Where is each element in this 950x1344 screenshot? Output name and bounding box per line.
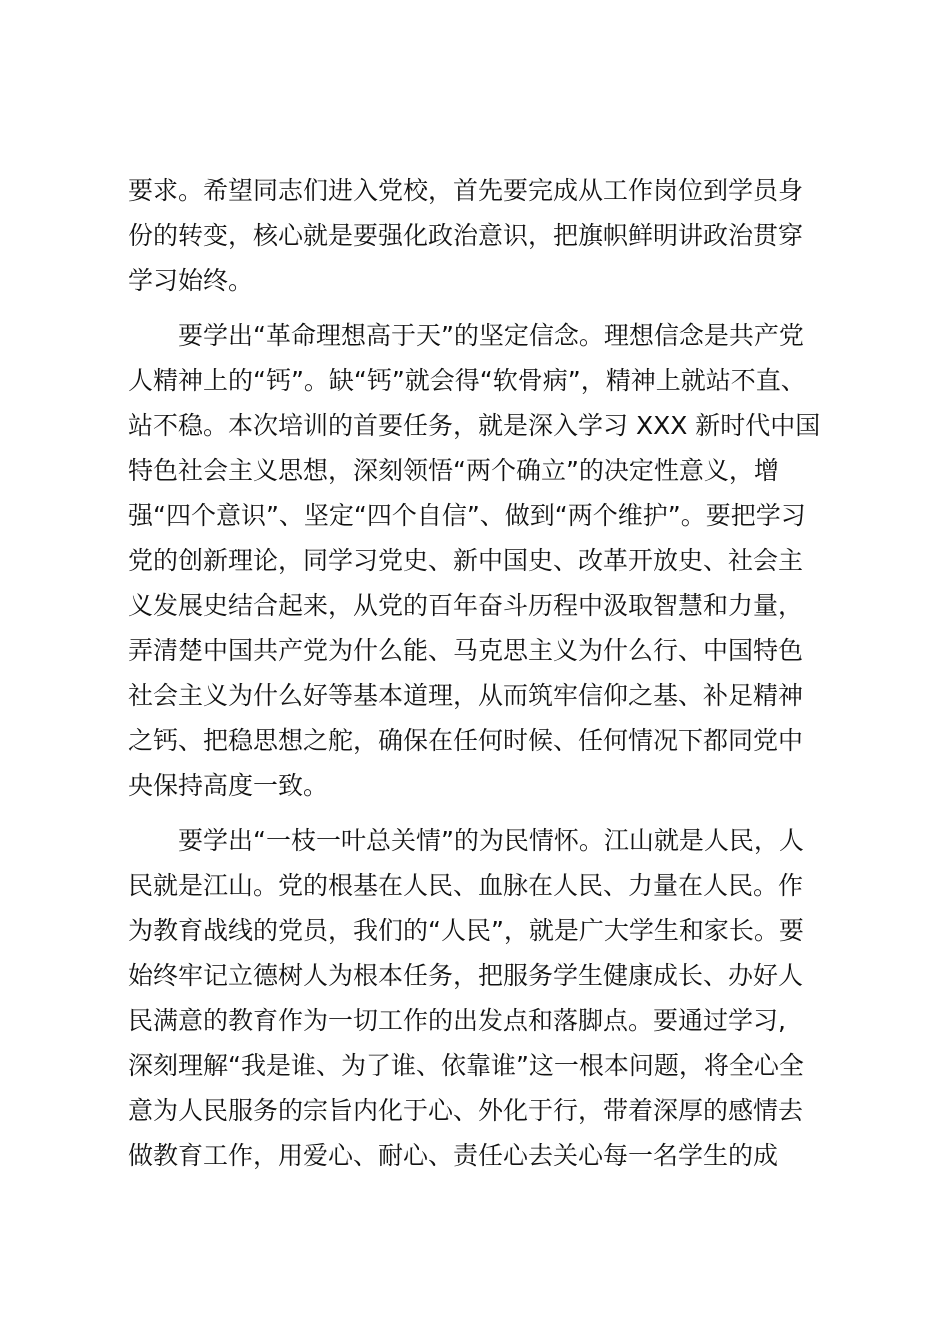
text-line: 份的转变，核心就是要强化政治意识，把旗帜鲜明讲政治贯穿 <box>128 221 804 250</box>
text-line: 之钙、把稳思想之舵，确保在任何时候、任何情况下都同党中 <box>128 726 804 755</box>
text-line: 特色社会主义思想，深刻领悟“两个确立”的决定性意义，增 <box>128 456 779 485</box>
text-line: 始终牢记立德树人为根本任务，把服务学生健康成长、办好人 <box>128 961 804 990</box>
text-line: 弄清楚中国共产党为什么能、马克思主义为什么行、中国特色 <box>128 636 804 665</box>
text-line: 义发展史结合起来，从党的百年奋斗历程中汲取智慧和力量， <box>128 591 804 620</box>
text-line: 民就是江山。党的根基在人民、血脉在人民、力量在人民。作 <box>128 871 804 900</box>
text-line: 央保持高度一致。 <box>128 771 329 800</box>
paragraph-1 <box>128 168 828 303</box>
text-line: 党的创新理论，同学习党史、新中国史、改革开放史、社会主 <box>128 546 804 575</box>
text-line: 深刻理解“我是谁、为了谁、依靠谁”这一根本问题，将全心全 <box>128 1051 804 1080</box>
paragraph-3 <box>128 818 828 1178</box>
text-line: 要学出“一枝一叶总关情”的为民情怀。江山就是人民，人 <box>178 826 804 855</box>
paragraph-gap <box>128 808 828 818</box>
text-line: 人精神上的“钙”。缺“钙”就会得“软骨病”，精神上就站不直、 <box>128 366 806 395</box>
document-body <box>128 168 828 1178</box>
text-line: 社会主义为什么好等基本道理，从而筑牢信仰之基、补足精神 <box>128 681 804 710</box>
text-line: 强“四个意识”、坚定“四个自信”、做到“两个维护”。要把学习 <box>128 501 806 530</box>
text-line: 要求。希望同志们进入党校，首先要完成从工作岗位到学员身 <box>128 176 804 205</box>
paragraph-2 <box>128 313 828 808</box>
text-line: 要学出“革命理想高于天”的坚定信念。理想信念是共产党 <box>178 321 804 350</box>
text-line: 民满意的教育作为一切工作的出发点和落脚点。要通过学习, <box>128 1006 786 1035</box>
text-line: 意为人民服务的宗旨内化于心、外化于行，带着深厚的感情去 <box>128 1096 804 1125</box>
text-line: 学习始终。 <box>128 266 254 295</box>
paragraph-gap <box>128 303 828 313</box>
text-line: 做教育工作，用爱心、耐心、责任心去关心每一名学生的成 <box>128 1141 779 1170</box>
text-line: 为教育战线的党员，我们的“人民”，就是广大学生和家长。要 <box>128 916 804 945</box>
text-line: 站不稳。本次培训的首要任务，就是深入学习 XXX 新时代中国 <box>128 411 821 440</box>
